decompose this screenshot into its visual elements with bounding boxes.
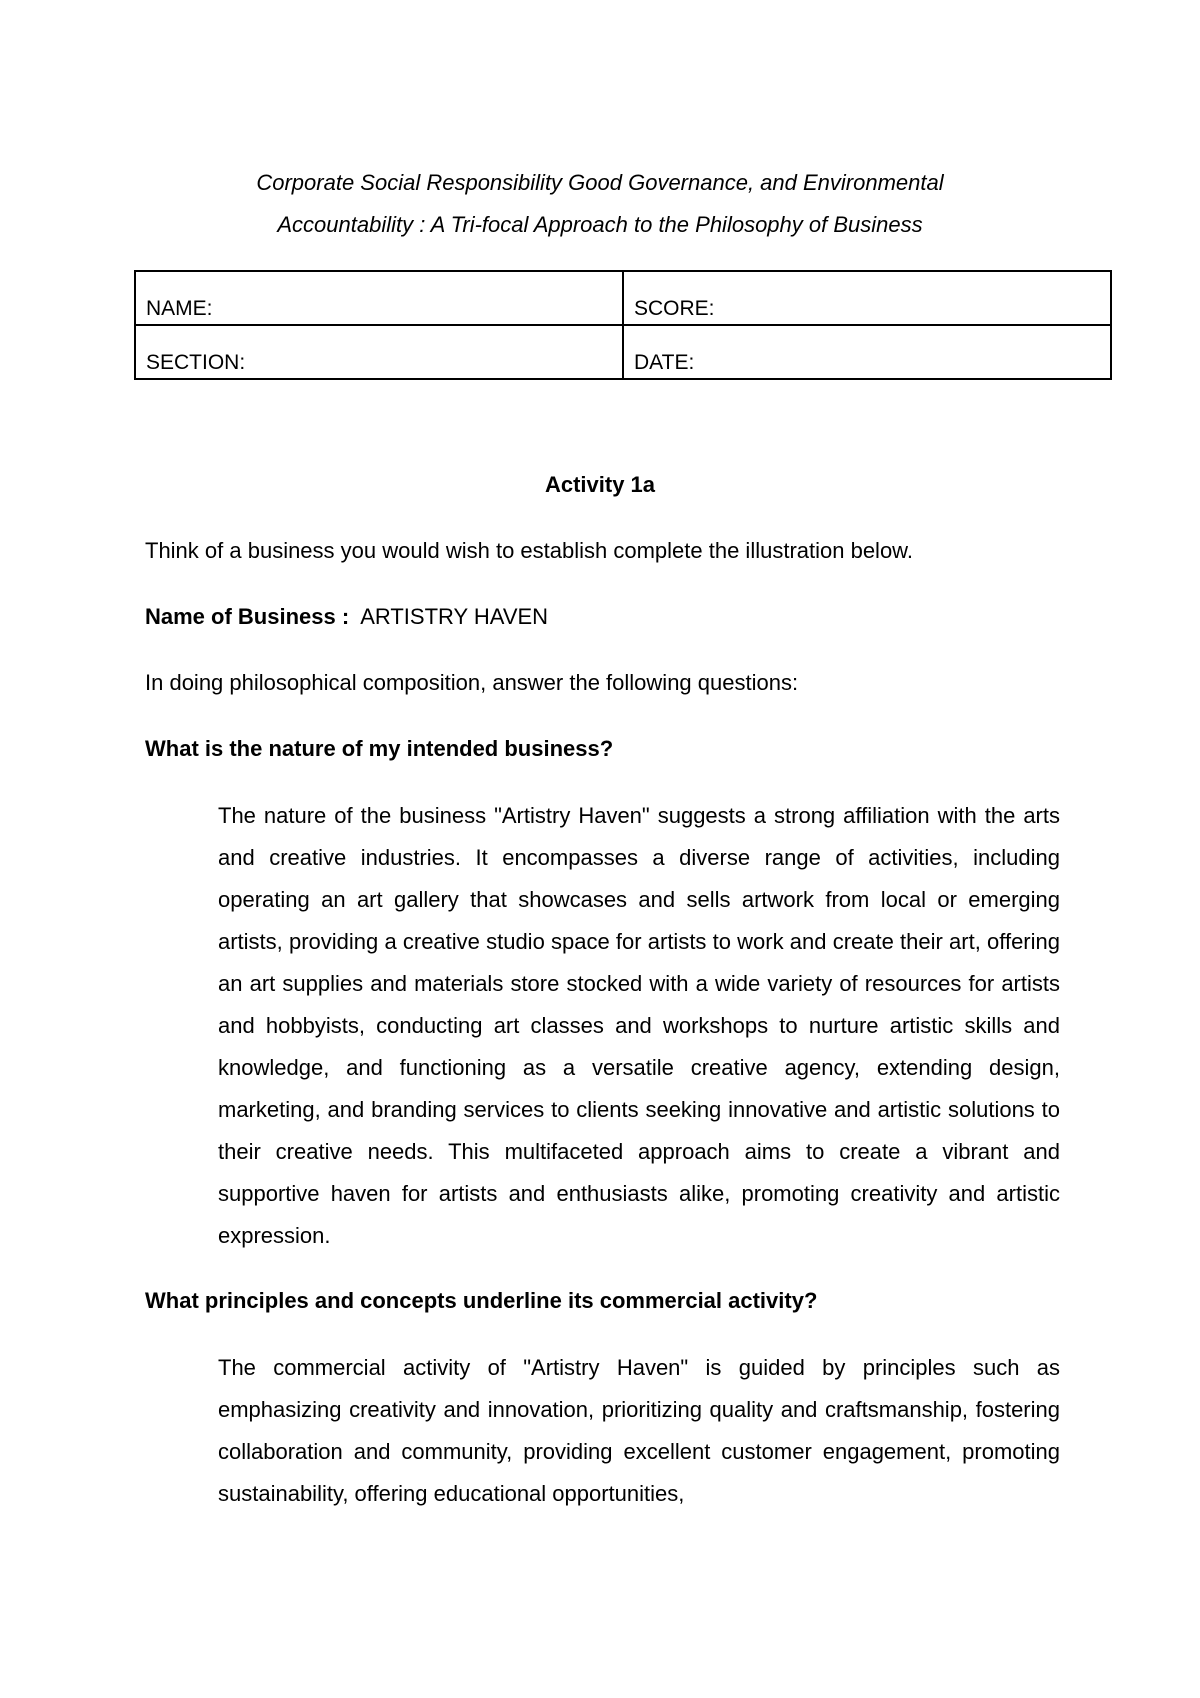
instruction-text: Think of a business you would wish to establish complete the illustration below. <box>145 538 913 563</box>
document-title-line-2: Accountability : A Tri-focal Approach to the Philosophy of Business <box>277 212 923 237</box>
question-2-heading: What principles and concepts underline its commercial activity? <box>145 1288 818 1313</box>
table-row <box>135 325 1111 379</box>
table-row <box>135 271 1111 325</box>
business-name-value: ARTISTRY HAVEN <box>360 604 549 629</box>
intro-text: In doing philosophical composition, answer the following questions: <box>145 670 799 695</box>
score-cell <box>623 271 1111 325</box>
name-cell <box>135 271 623 325</box>
business-name-label: Name of Business : <box>145 604 350 629</box>
activity-title: Activity 1a <box>544 472 656 497</box>
score-label: SCORE: <box>634 297 715 320</box>
section-label: SECTION: <box>146 351 246 374</box>
student-info-table <box>134 270 1112 380</box>
question-1-heading: What is the nature of my intended business? <box>145 736 614 761</box>
section-cell <box>135 325 623 379</box>
document-title-line-1: Corporate Social Responsibility Good Governance, and Environmental <box>256 170 944 195</box>
name-label: NAME: <box>146 297 213 320</box>
answer-2-paragraph: The commercial activity of "Artistry Haven" is guided by principles such as emphasizing creativity and innovation, prioritizing quality and craftsmanship, fostering collaboration and community, providing excellent customer engagement, promoting sustainability, offering educational opportunities, <box>218 1355 1060 1506</box>
answer-1-paragraph: The nature of the business "Artistry Haven" suggests a strong affiliation with the arts and creative industries. It encompasses a diverse range of activities, including operating an art gallery that showcases and sells artwork from local or emerging artists, providing a creative studio space for artists to work and create their art, offering an art supplies and materials store stocked with a wide variety of resources for artists and hobbyists, conducting art classes and workshops to nurture artistic skills and knowledge, and functioning as a versatile creative agency, extending design, marketing, and branding services to clients seeking innovative and artistic solutions to their creative needs. This multifaceted approach aims to create a vibrant and supportive haven for artists and enthusiasts alike, promoting creativity and artistic expression. <box>218 803 1060 1248</box>
date-cell <box>623 325 1111 379</box>
business-name-line <box>145 602 548 632</box>
date-label: DATE: <box>634 351 695 374</box>
